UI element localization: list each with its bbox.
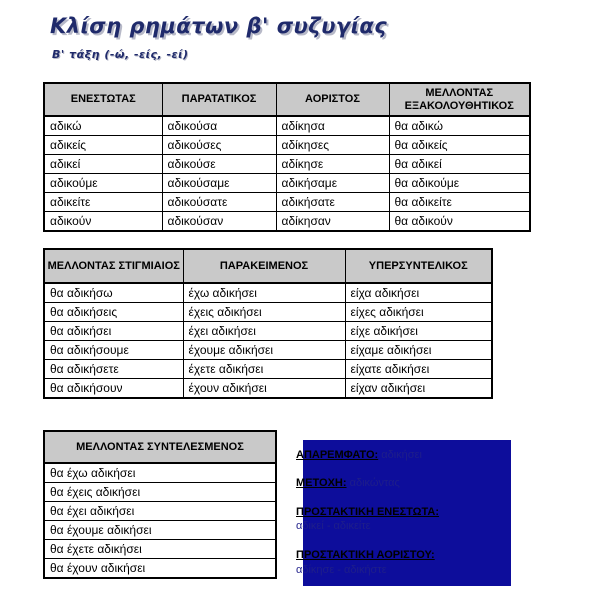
- table-cell: αδικώ: [44, 116, 162, 136]
- table-row: [44, 212, 530, 232]
- imperative-present-value-line: [296, 520, 371, 532]
- table-cell: θα έχει αδικήσει: [44, 502, 276, 521]
- table-cell: είχε αδικήσει: [345, 322, 492, 341]
- table-row: [44, 303, 492, 322]
- header-present: ΕΝΕΣΤΩΤΑΣ: [44, 83, 162, 116]
- header-perfect: ΠΑΡΑΚΕΙΜΕΝΟΣ: [183, 249, 345, 283]
- table-cell: έχω αδικήσει: [183, 283, 345, 303]
- participle-label: ΜΕΤΟΧΗ:: [296, 477, 347, 489]
- table-row: [44, 360, 492, 379]
- page-subtitle: Β' τάξη (-ώ, -είς, -εί): [52, 48, 189, 61]
- table-row: [44, 174, 530, 193]
- table-cell: θα αδικεί: [389, 155, 530, 174]
- table-row: [44, 483, 276, 502]
- table-row: [44, 463, 276, 483]
- table-cell: είχαμε αδικήσει: [345, 341, 492, 360]
- imperative-present-label: ΠΡΟΣΤΑΚΤΙΚΗ ΕΝΕΣΤΩΤΑ:: [296, 506, 440, 518]
- conjugation-table-1: [43, 82, 531, 232]
- header-future-perfect: ΜΕΛΛΟΝΤΑΣ ΣΥΝΤΕΛΕΣΜΕΝΟΣ: [44, 431, 276, 463]
- table-cell: θα αδικήσεις: [44, 303, 183, 322]
- header-imperfect: ΠΑΡΑΤΑΤΙΚΟΣ: [162, 83, 276, 116]
- table-cell: αδικήσατε: [276, 193, 389, 212]
- table-cell: αδικούσες: [162, 136, 276, 155]
- table-cell: αδίκησα: [276, 116, 389, 136]
- table-row: [44, 116, 530, 136]
- table-cell: θα έχω αδικήσει: [44, 463, 276, 483]
- imperative-aorist-label: ΠΡΟΣΤΑΚΤΙΚΗ ΑΟΡΙΣΤΟΥ:: [296, 549, 435, 561]
- table-row: [44, 155, 530, 174]
- table-cell: θα αδικείτε: [389, 193, 530, 212]
- table-row: [44, 283, 492, 303]
- table-cell: αδικούσαν: [162, 212, 276, 232]
- table-cell: αδικούμε: [44, 174, 162, 193]
- table-cell: θα έχετε αδικήσει: [44, 540, 276, 559]
- table-row: [44, 322, 492, 341]
- header-simple-future: ΜΕΛΛΟΝΤΑΣ ΣΤΙΓΜΙΑΙΟΣ: [44, 249, 183, 283]
- table-cell: θα αδικήσουν: [44, 379, 183, 399]
- table-row: [44, 193, 530, 212]
- table-cell: αδικεί: [44, 155, 162, 174]
- header-aorist: ΑΟΡΙΣΤΟΣ: [276, 83, 389, 116]
- table-cell: αδικούν: [44, 212, 162, 232]
- imperative-aorist-value-line: [296, 564, 387, 576]
- table-cell: αδικείτε: [44, 193, 162, 212]
- imperative-present-line: [296, 506, 439, 518]
- table-cell: αδίκησε: [276, 155, 389, 174]
- table-row: [44, 540, 276, 559]
- table-cell: έχει αδικήσει: [183, 322, 345, 341]
- header-pluperfect: ΥΠΕΡΣΥΝΤΕΛΙΚΟΣ: [345, 249, 492, 283]
- table-cell: έχετε αδικήσει: [183, 360, 345, 379]
- table-row: [44, 341, 492, 360]
- table-cell: θα αδικήσω: [44, 283, 183, 303]
- table-cell: αδικούσα: [162, 116, 276, 136]
- table-row: [44, 502, 276, 521]
- imperative-present-value: αδικεί - αδικείτε: [296, 520, 371, 532]
- infinitive-label: ΑΠΑΡΕΜΦΑΤΟ:: [296, 449, 379, 461]
- table-cell: αδικούσατε: [162, 193, 276, 212]
- conjugation-table-2: [43, 248, 493, 399]
- table-cell: έχουμε αδικήσει: [183, 341, 345, 360]
- table-cell: θα έχουν αδικήσει: [44, 559, 276, 579]
- table-cell: θα έχουμε αδικήσει: [44, 521, 276, 540]
- table-cell: είχατε αδικήσει: [345, 360, 492, 379]
- table-row: [44, 136, 530, 155]
- table-row: [44, 379, 492, 399]
- table-cell: αδικούσαμε: [162, 174, 276, 193]
- table-cell: είχα αδικήσει: [345, 283, 492, 303]
- table-cell: αδίκησες: [276, 136, 389, 155]
- table-cell: έχεις αδικήσει: [183, 303, 345, 322]
- table-cell: είχες αδικήσει: [345, 303, 492, 322]
- imperative-aorist-line: [296, 549, 435, 561]
- table-cell: είχαν αδικήσει: [345, 379, 492, 399]
- header-future-continuous: ΜΕΛΛΟΝΤΑΣ ΕΞΑΚΟΛΟΥΘΗΤΙΚΟΣ: [389, 83, 530, 116]
- table-cell: αδικείς: [44, 136, 162, 155]
- infinitive-value: αδικήσει: [381, 449, 422, 461]
- table-row: [44, 521, 276, 540]
- table-cell: αδίκησαν: [276, 212, 389, 232]
- table-cell: θα αδικείς: [389, 136, 530, 155]
- table-cell: θα αδικήσουμε: [44, 341, 183, 360]
- page-title: Κλίση ρημάτων β' συζυγίας: [50, 14, 388, 38]
- table-cell: θα αδικώ: [389, 116, 530, 136]
- conjugation-table-3: [43, 430, 277, 579]
- table-cell: θα αδικήσετε: [44, 360, 183, 379]
- table-cell: θα αδικούμε: [389, 174, 530, 193]
- table-cell: θα αδικήσει: [44, 322, 183, 341]
- table-cell: θα αδικούν: [389, 212, 530, 232]
- table-cell: αδικήσαμε: [276, 174, 389, 193]
- participle-value: αδικώντας: [349, 477, 400, 489]
- table-cell: έχουν αδικήσει: [183, 379, 345, 399]
- table-cell: θα έχεις αδικήσει: [44, 483, 276, 502]
- imperative-aorist-value: αδίκησε - αδικήστε: [296, 564, 387, 576]
- participle-line: [296, 477, 400, 489]
- table-cell: αδικούσε: [162, 155, 276, 174]
- table-row: [44, 559, 276, 579]
- infinitive-line: [296, 449, 422, 461]
